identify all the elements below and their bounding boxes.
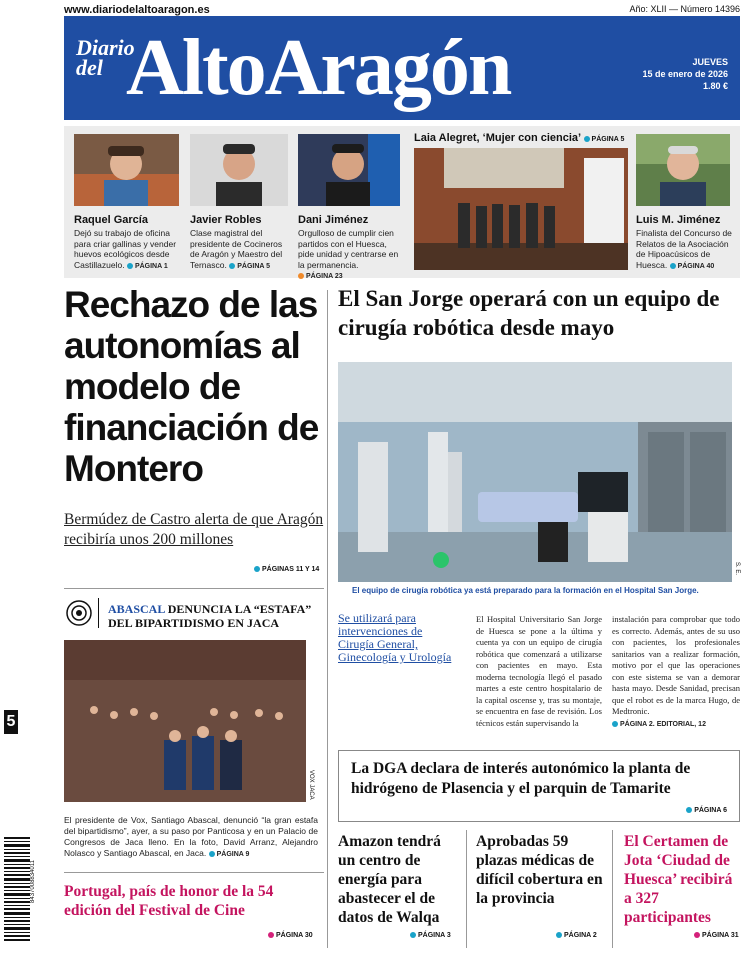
hospital-caption: El equipo de cirugía robótica ya está preparado para la formación en el Hospital San Jorge. xyxy=(352,586,699,595)
jota-ref: PÁGINA 31 xyxy=(694,932,739,939)
lead-ref: PÁGINAS 11 Y 14 xyxy=(254,566,319,573)
hospital-photo xyxy=(338,362,732,582)
abascal-caption: El presidente de Vox, Santiago Abascal, denunció “la gran estafa del bipartidismo”, ayer, a su paso por Panticosa y en un Palacio de Congresos de Jaca lleno. En la foto, David Arranz, Alejandro Nolasco y Santiago Abascal, en Jaca. PÁGINA 9 xyxy=(64,815,318,858)
lead-headline[interactable]: Rechazo de las autonomías al modelo de financiación de Montero xyxy=(64,284,319,489)
masthead xyxy=(64,16,740,120)
hospital-col-1: El Hospital Universitario San Jorge de Huesca se pone a la última y cuenta ya con un equipo de cirugía robótica que comenzará a utilizarse con pacientes en mayo. Esta moderna tecnología llegó el pasado martes a este centro hospitalario de la capital oscense y, tras su montaje, se encuentra en fase de revisión. Los técnicos están supervisando la xyxy=(476,614,602,728)
hospital-headline[interactable]: El San Jorge operará con un equipo de cirugía robótica desde mayo xyxy=(338,286,720,340)
vox-logo-icon xyxy=(64,598,94,628)
dga-headline[interactable]: La DGA declara de interés autonómico la planta de hidrógeno de Plasencia y el parquin de Tamarite xyxy=(351,760,691,797)
person-desc: Clase magistral del presidente de Cocineros de Aragón y Maestro del Ternasco. PÁGINA 5 xyxy=(190,228,283,270)
person-desc: Orgulloso de cumplir cien partidos con el Huesca, pide unidad y centrarse en la permanencia. PÁGINA 23 xyxy=(298,228,399,280)
column-divider xyxy=(466,830,467,948)
photo-luis-jimenez xyxy=(636,134,730,206)
portugal-headline[interactable]: Portugal, país de honor de la 54 edición del Festival de Cine xyxy=(64,883,274,919)
barcode-number: 8437008834011 xyxy=(30,860,36,903)
site-url[interactable]: www.diariodelaltoaragon.es xyxy=(64,4,210,16)
masthead-diario: Diario del xyxy=(76,35,135,80)
abascal-headline[interactable]: ABASCAL DENUNCIA LA “ESTAFA” DEL BIPARTIDISMO EN JACA xyxy=(108,602,312,630)
abascal-divider xyxy=(98,598,99,628)
person-name: Dani Jiménez xyxy=(298,214,369,226)
person-name: Javier Robles xyxy=(190,214,262,226)
photo-dani-jimenez xyxy=(298,134,400,206)
hospital-col-2: instalación para comprobar que todo es correcto. Además, antes de su uso con pacientes, los profesionales sanitarios van a realizar formación, motivo por el que las operaciones con este sistema se van a demorar hasta mayo. Desde Sanidad, precisan que el robot es de la marca Hugo, de Medtronic. PÁGINA 2. EDITORIAL, 12 xyxy=(612,614,740,728)
jota-headline[interactable]: El Certamen de Jota ‘Ciudad de Huesca’ recibirá a 327 participantes xyxy=(624,833,733,926)
person-desc: Finalista del Concurso de Relatos de la Asociación de Hipoacúsicos de Huesca. PÁGINA 40 xyxy=(636,228,732,270)
abascal-photo-credit: VOX JACA xyxy=(308,770,314,800)
masthead-date: JUEVES 15 de enero de 2026 1.80 € xyxy=(642,57,728,91)
masthead-title: AltoAragón xyxy=(126,24,511,112)
section-divider xyxy=(64,872,324,873)
barcode xyxy=(4,835,30,951)
abascal-photo xyxy=(64,640,306,802)
photo-raquel-garcia xyxy=(74,134,179,206)
column-divider xyxy=(612,830,613,948)
dga-box xyxy=(338,750,740,822)
featured-title: Laia Alegret, ‘Mujer con ciencia’ PÁGINA 5 xyxy=(414,132,625,144)
issue-info: Año: XLII — Número 14396 xyxy=(629,4,740,14)
photo-laia-alegret-event xyxy=(414,148,628,270)
portugal-ref: PÁGINA 30 xyxy=(268,932,313,939)
amazon-ref: PÁGINA 3 xyxy=(410,932,451,939)
photo-credit: S. E. xyxy=(734,562,740,576)
photo-javier-robles xyxy=(190,134,288,206)
edition-number: 5 xyxy=(4,710,18,734)
column-divider xyxy=(327,290,328,948)
hospital-side-note: Se utilizará para intervenciones de Cirugía General, Ginecología y Urología xyxy=(338,611,452,664)
amazon-headline[interactable]: Amazon tendrá un centro de energía para abastecer el de datos de Walqa xyxy=(338,833,441,926)
plazas-ref: PÁGINA 2 xyxy=(556,932,597,939)
section-divider xyxy=(64,588,324,589)
person-desc: Dejó su trabajo de oficina para criar gallinas y vender huevos ecológicos desde Castillazuelo. PÁGINA 1 xyxy=(74,228,177,270)
dga-ref: PÁGINA 6 xyxy=(686,807,727,814)
lead-subhead: Bermúdez de Castro alerta de que Aragón recibiría unos 200 millones xyxy=(64,511,324,548)
top-strip xyxy=(64,126,740,278)
person-name: Luis M. Jiménez xyxy=(636,214,721,226)
person-name: Raquel García xyxy=(74,214,148,226)
plazas-headline[interactable]: Aprobadas 59 plazas médicas de difícil cobertura en la provincia xyxy=(476,833,603,907)
